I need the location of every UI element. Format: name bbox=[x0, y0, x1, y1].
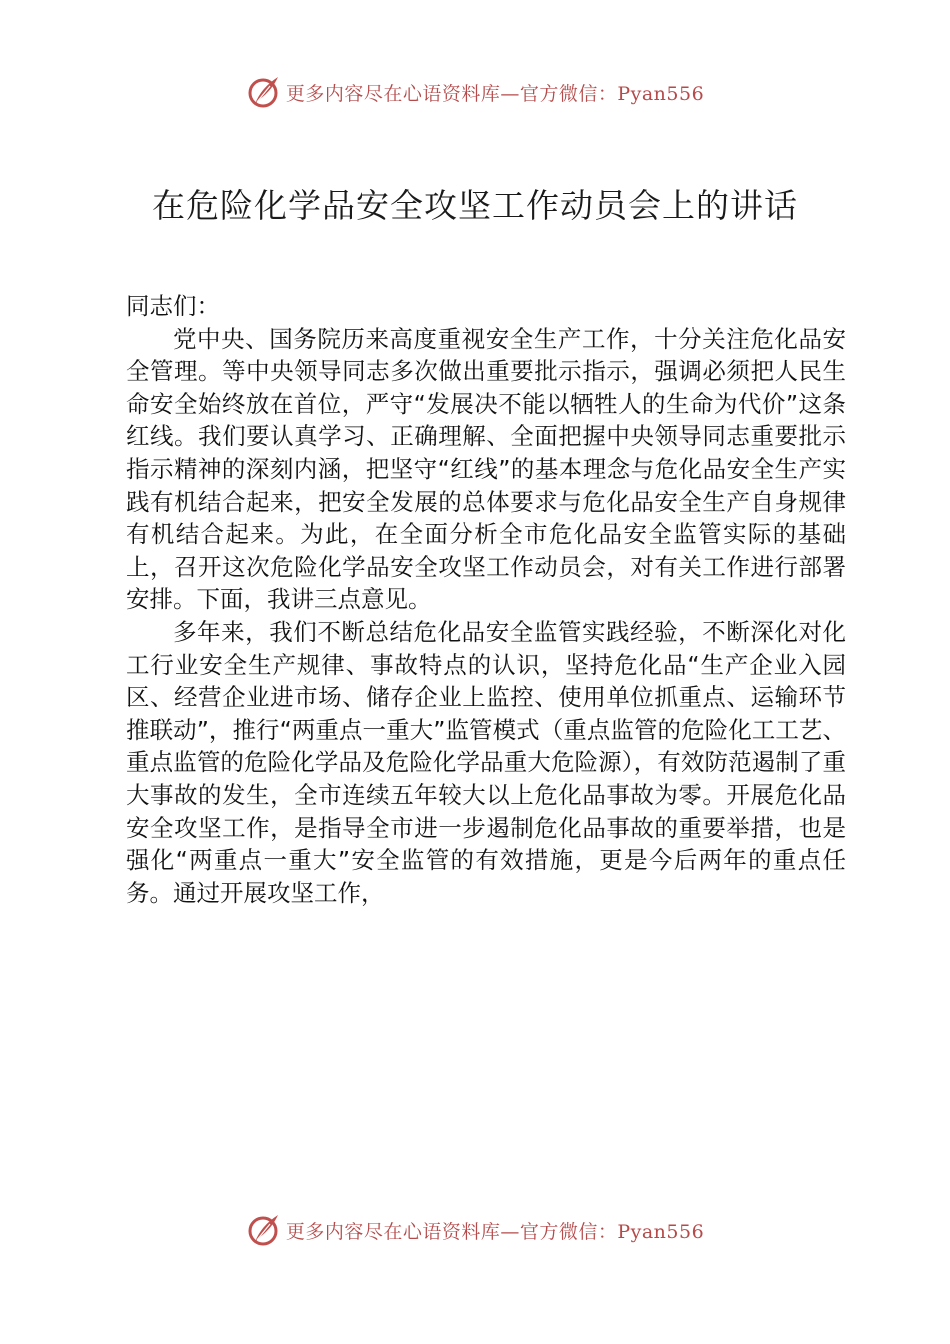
footer-banner bbox=[0, 1208, 950, 1252]
paragraph-1: 党中央、国务院历来高度重视安全生产工作，十分关注危化品安全管理。等中央领导同志多次做出重要批示指示，强调必须把人民生命安全始终放在首位，严守“发展决不能以牺牲人的生命为代价”这条红线。我们要认真学习、正确理解、全面把握中央领导同志重要批示指示精神的深刻内涵，把坚守“红线”的基本理念与危化品安全生产实践有机结合起来，把安全发展的总体要求与危化品安全生产自身规律有机结合起来。为此，在全面分析全市危化品安全监管实际的基础上，召开这次危险化学品安全攻坚工作动员会，对有关工作进行部署安排。下面，我讲三点意见。 bbox=[126, 324, 846, 614]
document-title: 在危险化学品安全攻坚工作动员会上的讲话 bbox=[152, 186, 798, 225]
salutation: 同志们： bbox=[126, 292, 220, 320]
header-banner-content bbox=[246, 74, 704, 110]
document-body bbox=[126, 290, 846, 909]
paragraph-2: 多年来，我们不断总结危化品安全监管实践经验，不断深化对化工行业安全生产规律、事故特点的认识，坚持危化品“生产企业入园区、经营企业进市场、储存企业上监控、使用单位抓重点、运输环节推联动”，推行“两重点一重大”监管模式（重点监管的危险化工工艺、重点监管的危险化学品及危险化学品重大危险源），有效防范遏制了重大事故的发生，全市连续五年较大以上危化品事故为零。开展危化品安全攻坚工作，是指导全市进一步遏制危化品事故的重要举措，也是强化“两重点一重大”安全监管的有效措施，更是今后两年的重点任务。通过开展攻坚工作， bbox=[126, 617, 846, 907]
header-banner-text: 更多内容尽在心语资料库—官方微信：Pyan556 bbox=[285, 82, 705, 105]
footer-banner-content bbox=[246, 1212, 704, 1248]
header-banner bbox=[0, 70, 950, 114]
quill-pen-logo-icon bbox=[246, 74, 282, 110]
footer-banner-text: 更多内容尽在心语资料库—官方微信：Pyan556 bbox=[285, 1220, 705, 1243]
quill-pen-logo-icon bbox=[246, 1212, 282, 1248]
